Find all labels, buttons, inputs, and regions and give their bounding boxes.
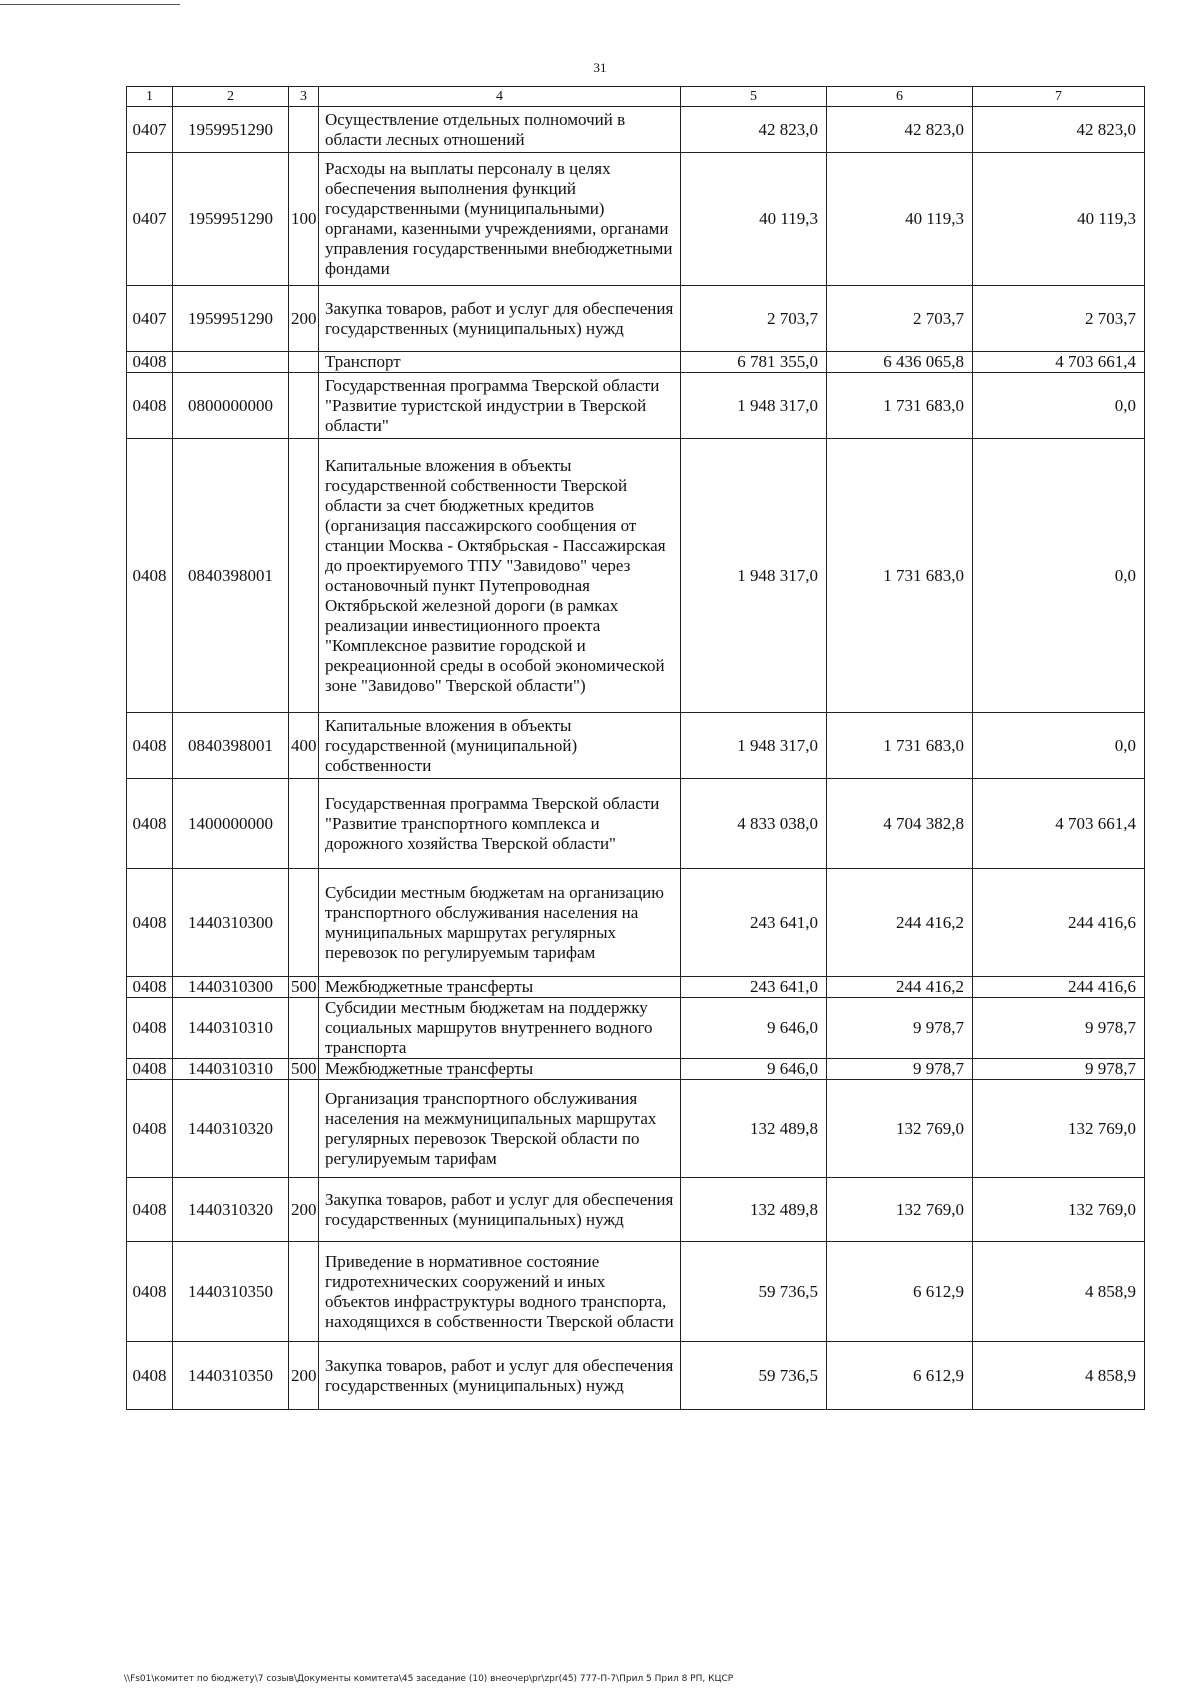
section-code-cell: 0408 (127, 998, 173, 1059)
table-row (127, 107, 1145, 153)
target-article-cell: 0840398001 (173, 713, 289, 779)
expense-type-cell: 500 (289, 977, 319, 998)
table-row (127, 779, 1145, 869)
amount-year2-cell: 4 704 382,8 (827, 779, 973, 869)
amount-year2-cell: 6 612,9 (827, 1342, 973, 1410)
amount-year3-cell: 4 703 661,4 (973, 779, 1145, 869)
amount-year3-cell: 9 978,7 (973, 1059, 1145, 1080)
header-col-1: 1 (127, 87, 173, 107)
section-code-cell: 0408 (127, 1080, 173, 1178)
table-row (127, 998, 1145, 1059)
page-number: 31 (593, 60, 607, 75)
expense-type-cell (289, 352, 319, 373)
target-article-cell: 1440310300 (173, 869, 289, 977)
amount-year3-cell: 4 858,9 (973, 1242, 1145, 1342)
item-name-cell: Государственная программа Тверской области "Развитие туристской индустрии в Тверской области" (319, 373, 681, 439)
target-article-cell: 1440310300 (173, 977, 289, 998)
section-code-cell: 0408 (127, 977, 173, 998)
item-name-cell: Субсидии местным бюджетам на организацию транспортного обслуживания населения на муниципальных маршрутах регулярных перевозок по регулируемым тарифам (319, 869, 681, 977)
amount-year1-cell: 243 641,0 (681, 977, 827, 998)
section-code-cell: 0408 (127, 713, 173, 779)
expense-type-cell: 200 (289, 286, 319, 352)
amount-year1-cell: 1 948 317,0 (681, 373, 827, 439)
item-name-cell: Межбюджетные трансферты (319, 977, 681, 998)
amount-year1-cell: 243 641,0 (681, 869, 827, 977)
item-name-cell: Закупка товаров, работ и услуг для обеспечения государственных (муниципальных) нужд (319, 1178, 681, 1242)
table-row (127, 1342, 1145, 1410)
target-article-cell: 0840398001 (173, 439, 289, 713)
section-code-cell: 0408 (127, 1059, 173, 1080)
expense-type-cell: 100 (289, 153, 319, 286)
amount-year3-cell: 40 119,3 (973, 153, 1145, 286)
table-row (127, 713, 1145, 779)
amount-year2-cell: 1 731 683,0 (827, 713, 973, 779)
item-name-cell: Осуществление отдельных полномочий в области лесных отношений (319, 107, 681, 153)
budget-table (126, 86, 1145, 1410)
expense-type-cell: 200 (289, 1178, 319, 1242)
file-path-footer: \\Fs01\комитет по бюджету\7 созыв\Документы комитета\45 заседание (10) внеочер\pr\zpr(45) 777-П-7\Прил 5 Прил 8 РП, КЦСР (124, 1674, 734, 1684)
table-row (127, 977, 1145, 998)
expense-type-cell (289, 107, 319, 153)
amount-year3-cell: 0,0 (973, 713, 1145, 779)
table-row (127, 869, 1145, 977)
item-name-cell: Расходы на выплаты персоналу в целях обеспечения выполнения функций государственными (муниципальными) органами, казенными учреждениями, органами управления государственными внебюджетными фондами (319, 153, 681, 286)
expense-type-cell (289, 1080, 319, 1178)
item-name-cell: Закупка товаров, работ и услуг для обеспечения государственных (муниципальных) нужд (319, 286, 681, 352)
section-code-cell: 0408 (127, 869, 173, 977)
item-name-cell: Капитальные вложения в объекты государственной собственности Тверской области за счет бюджетных кредитов (организация пассажирского сообщения от станции Москва - Октябрьская - Пассажирская до проектируемого ТПУ "Завидово" через остановочный пункт Путепроводная Октябрьской железной дороги (в рамках реализации инвестиционного проекта "Комплексное развитие городской и рекреационной среды в особой экономической зоне "Завидово" Тверской области") (319, 439, 681, 713)
section-code-cell: 0407 (127, 153, 173, 286)
table-row (127, 439, 1145, 713)
expense-type-cell (289, 1242, 319, 1342)
item-name-cell: Транспорт (319, 352, 681, 373)
table-row (127, 1080, 1145, 1178)
section-code-cell: 0408 (127, 439, 173, 713)
amount-year1-cell: 132 489,8 (681, 1080, 827, 1178)
amount-year3-cell: 244 416,6 (973, 869, 1145, 977)
amount-year2-cell: 244 416,2 (827, 977, 973, 998)
expense-type-cell (289, 779, 319, 869)
header-col-5: 5 (681, 87, 827, 107)
item-name-cell: Капитальные вложения в объекты государственной (муниципальной) собственности (319, 713, 681, 779)
target-article-cell: 1440310320 (173, 1178, 289, 1242)
item-name-cell: Субсидии местным бюджетам на поддержку социальных маршрутов внутреннего водного транспорта (319, 998, 681, 1059)
section-code-cell: 0407 (127, 107, 173, 153)
expense-type-cell: 200 (289, 1342, 319, 1410)
target-article-cell: 0800000000 (173, 373, 289, 439)
amount-year3-cell: 2 703,7 (973, 286, 1145, 352)
amount-year1-cell: 1 948 317,0 (681, 439, 827, 713)
section-code-cell: 0408 (127, 1178, 173, 1242)
table-row (127, 352, 1145, 373)
amount-year1-cell: 9 646,0 (681, 998, 827, 1059)
amount-year2-cell: 244 416,2 (827, 869, 973, 977)
amount-year2-cell: 42 823,0 (827, 107, 973, 153)
target-article-cell: 1959951290 (173, 286, 289, 352)
section-code-cell: 0408 (127, 373, 173, 439)
section-code-cell: 0408 (127, 1242, 173, 1342)
amount-year1-cell: 4 833 038,0 (681, 779, 827, 869)
table-row (127, 373, 1145, 439)
expense-type-cell (289, 998, 319, 1059)
table-row (127, 1242, 1145, 1342)
expense-type-cell (289, 869, 319, 977)
amount-year3-cell: 4 703 661,4 (973, 352, 1145, 373)
item-name-cell: Приведение в нормативное состояние гидротехнических сооружений и иных объектов инфраструктуры водного транспорта, находящихся в собственности Тверской области (319, 1242, 681, 1342)
item-name-cell: Межбюджетные трансферты (319, 1059, 681, 1080)
amount-year2-cell: 2 703,7 (827, 286, 973, 352)
expense-type-cell: 400 (289, 713, 319, 779)
section-code-cell: 0408 (127, 1342, 173, 1410)
header-col-3: 3 (289, 87, 319, 107)
target-article-cell: 1959951290 (173, 153, 289, 286)
header-col-6: 6 (827, 87, 973, 107)
table-row (127, 1178, 1145, 1242)
amount-year3-cell: 0,0 (973, 373, 1145, 439)
target-article-cell: 1400000000 (173, 779, 289, 869)
amount-year2-cell: 9 978,7 (827, 998, 973, 1059)
target-article-cell: 1440310320 (173, 1080, 289, 1178)
item-name-cell: Закупка товаров, работ и услуг для обеспечения государственных (муниципальных) нужд (319, 1342, 681, 1410)
target-article-cell: 1440310310 (173, 1059, 289, 1080)
amount-year1-cell: 1 948 317,0 (681, 713, 827, 779)
target-article-cell: 1959951290 (173, 107, 289, 153)
amount-year2-cell: 40 119,3 (827, 153, 973, 286)
header-col-7: 7 (973, 87, 1145, 107)
amount-year3-cell: 132 769,0 (973, 1178, 1145, 1242)
amount-year1-cell: 6 781 355,0 (681, 352, 827, 373)
amount-year2-cell: 132 769,0 (827, 1080, 973, 1178)
item-name-cell: Организация транспортного обслуживания населения на межмуниципальных маршрутах регулярных перевозок Тверской области по регулируемым тарифам (319, 1080, 681, 1178)
section-code-cell: 0407 (127, 286, 173, 352)
amount-year2-cell: 9 978,7 (827, 1059, 973, 1080)
header-col-4: 4 (319, 87, 681, 107)
item-name-cell: Государственная программа Тверской области "Развитие транспортного комплекса и дорожного хозяйства Тверской области" (319, 779, 681, 869)
amount-year3-cell: 244 416,6 (973, 977, 1145, 998)
amount-year3-cell: 42 823,0 (973, 107, 1145, 153)
header-col-2: 2 (173, 87, 289, 107)
target-article-cell: 1440310350 (173, 1242, 289, 1342)
amount-year2-cell: 6 612,9 (827, 1242, 973, 1342)
table-row (127, 1059, 1145, 1080)
target-article-cell: 1440310350 (173, 1342, 289, 1410)
target-article-cell (173, 352, 289, 373)
amount-year1-cell: 40 119,3 (681, 153, 827, 286)
amount-year2-cell: 1 731 683,0 (827, 439, 973, 713)
table-row (127, 153, 1145, 286)
amount-year2-cell: 132 769,0 (827, 1178, 973, 1242)
expense-type-cell (289, 439, 319, 713)
amount-year1-cell: 9 646,0 (681, 1059, 827, 1080)
amount-year1-cell: 2 703,7 (681, 286, 827, 352)
amount-year3-cell: 132 769,0 (973, 1080, 1145, 1178)
expense-type-cell: 500 (289, 1059, 319, 1080)
section-code-cell: 0408 (127, 779, 173, 869)
amount-year3-cell: 4 858,9 (973, 1342, 1145, 1410)
amount-year1-cell: 42 823,0 (681, 107, 827, 153)
column-number-header (127, 87, 1145, 107)
amount-year2-cell: 1 731 683,0 (827, 373, 973, 439)
target-article-cell: 1440310310 (173, 998, 289, 1059)
amount-year2-cell: 6 436 065,8 (827, 352, 973, 373)
section-code-cell: 0408 (127, 352, 173, 373)
amount-year3-cell: 0,0 (973, 439, 1145, 713)
amount-year1-cell: 132 489,8 (681, 1178, 827, 1242)
expense-type-cell (289, 373, 319, 439)
table-row (127, 286, 1145, 352)
amount-year1-cell: 59 736,5 (681, 1342, 827, 1410)
scan-edge-line (0, 4, 180, 5)
amount-year3-cell: 9 978,7 (973, 998, 1145, 1059)
amount-year1-cell: 59 736,5 (681, 1242, 827, 1342)
